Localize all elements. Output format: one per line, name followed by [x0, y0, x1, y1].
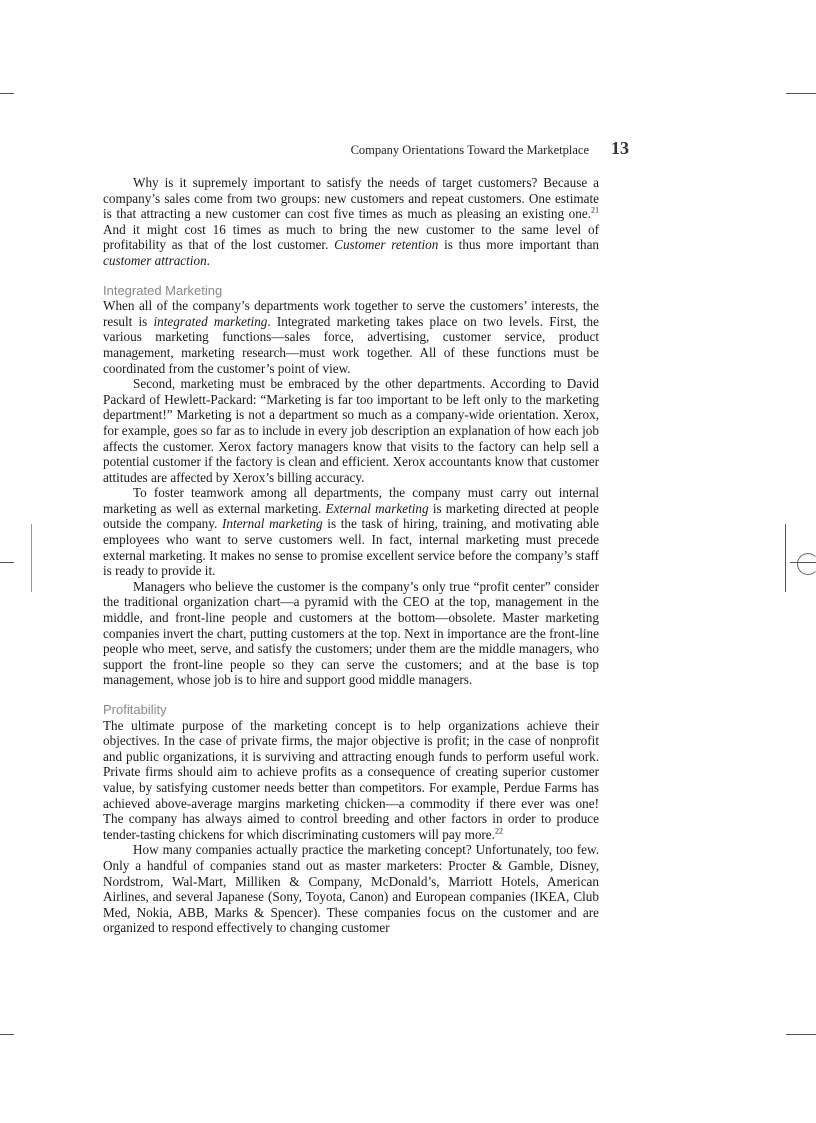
running-header — [103, 138, 629, 160]
section-heading-integrated-marketing: Integrated Marketing — [103, 282, 223, 298]
paragraph: How many companies actually practice the marketing concept? Unfortunately, too few. Only a handful of companies stand out as master marketers: Procter & Gamble, Disney, Nordstrom, Wal-Mart, Milliken & Company, McDonald’s, Marriott Hotels, American Airlines, and several Japanese (Sony, Toyota, Canon) and European companies (IKEA, Club Med, Nokia, ABB, Marks & Spencer). These companies focus on the customer and are organized to respond effectively to changing customer — [103, 842, 599, 936]
crop-mark — [786, 93, 816, 94]
paragraph: To foster teamwork among all departments, the company must carry out internal marketing as well as external marketing. External marketing is marketing directed at people outside the company. Internal marketing is the task of hiring, training, and motivating able employees who want to serve customers well. In fact, internal marketing must precede external marketing. It makes no sense to promise excellent service before the company’s staff is ready to provide it. — [103, 485, 599, 579]
crop-mark — [31, 524, 32, 592]
crop-mark — [0, 562, 14, 563]
registration-mark — [797, 553, 816, 575]
paragraph: The ultimate purpose of the marketing concept is to help organizations achieve their objectives. In the case of private firms, the major objective is profit; in the case of nonprofit and public organizations, it is surviving and attracting enough funds to perform useful work. Private firms should aim to achieve profits as a consequence of creating superior customer value, by satisfying customer needs better than competitors. For example, Perdue Farms has achieved above-average margins marketing chicken—a commodity if there ever was one! The company has always aimed to control breeding and other factors in order to produce tender-tasting chickens for which discriminating customers will pay more.$^{22}$ — [103, 717, 599, 842]
crop-mark — [0, 1034, 14, 1035]
crop-mark — [786, 1034, 816, 1035]
paragraph: Why is it supremely important to satisfy the needs of target customers? Because a company’s sales come from two groups: new customers and repeat customers. One estimate is that attracting a new customer can cost five times as much as pleasing an existing one.$^{21}$ And it might cost 16 times as much to bring the new customer to the same level of profitability as that of the lost customer. Customer retention is thus more important than customer attraction. — [103, 175, 600, 268]
section-heading-profitability: Profitability — [103, 702, 167, 717]
body-text — [103, 175, 599, 936]
paragraph: Managers who believe the customer is the company’s only true “profit center” consider the traditional organization chart—a pyramid with the CEO at the top, management in the middle, and front-line people and customers at the bottom—obsolete. Master marketing companies invert the chart, putting customers at the top. Next in importance are the front-line people who meet, serve, and satisfy the customers; under them are the middle managers, who support the front-line people so they can serve the customers; and at the base is top management, whose job is to hire and support good middle managers. — [103, 578, 599, 688]
running-title: Company Orientations Toward the Marketplace — [350, 143, 589, 157]
footnote-ref: 21 — [591, 205, 599, 215]
crop-mark — [0, 93, 14, 94]
page-number: 13 — [611, 138, 629, 158]
paragraph: Second, marketing must be embraced by the other departments. According to David Packard of Hewlett-Packard: “Marketing is far too important to be left only to the marketing department!” Marketing is not a department so much as a company-wide orientation. Xerox, for example, goes so far as to include in every job description an explanation of how each job affects the customer. Xerox factory managers know that visits to the factory can help sell a potential customer if the factory is clean and efficient. Xerox accountants know that customer attitudes are affected by Xerox’s billing accuracy. — [103, 376, 599, 485]
crop-mark — [785, 524, 786, 592]
footnote-ref: 22 — [494, 826, 503, 836]
paragraph: When all of the company’s departments work together to serve the customers’ interests, the result is integrated marketing. Integrated marketing takes place on two levels. First, the various marketing functions—sales force, advertising, customer service, product management, marketing research—must work together. All of these functions must be coordinated from the customer’s point of view. — [103, 298, 599, 376]
